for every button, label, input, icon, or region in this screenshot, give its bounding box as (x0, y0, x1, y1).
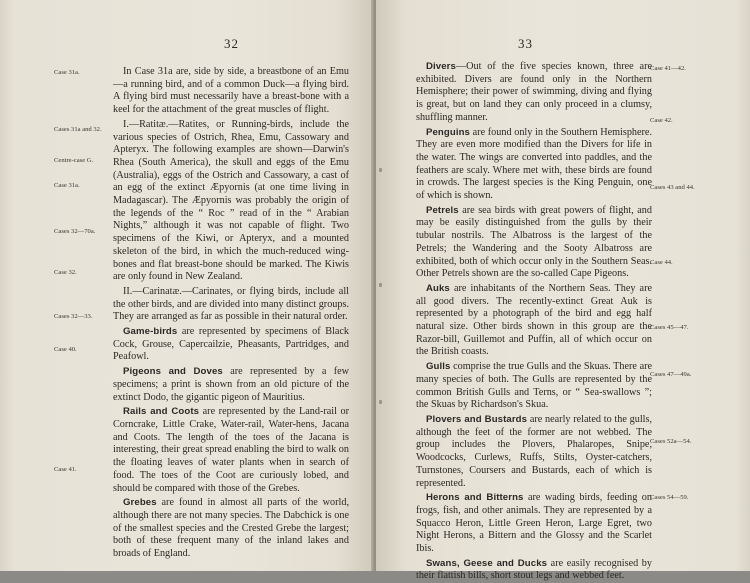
section-heading: Game-birds (123, 326, 178, 338)
paragraph: Rails and Coots are represented by the Land-rail or Corncrake, Little Crake, Water-rail, Water-hens, Jacana and Coots. The length of the toes of the Jacana is interesting, their great spread enabling the bird to walk on the floating leaves of water plants when in search of food. The toes of the Coot are curiously lobed, and should be compared with those of the Grebes. (113, 406, 349, 494)
section-heading: Divers (426, 61, 456, 72)
margin-note: Cases 32—70a. (54, 228, 96, 235)
paragraph: Plovers and Bustards are nearly related to the gulls, although the feet of the former are not webbed. The group includes the Plovers, Phalaropes, Snipe, Woodcocks, Curlews, Ruffs, Stilts, Oyster-catchers, Turnstones, Coursers and Bustards, each of which is represented. (416, 413, 652, 489)
paragraph: Auks are inhabitants of the Northern Seas. They are all good divers. The recently-extinct Great Auk is represented by a photograph of the bird and egg half natural size. Other birds shown in this group are the Razor-bill, Guillemot and Puffin, all of which occur on the British coasts. (416, 282, 652, 358)
page-number-right: 33 (518, 36, 533, 51)
paragraph: In Case 31a are, side by side, a breastbone of an Emu—a running bird, and of a common Duck—a flying bird. A flying bird must necessarily have a breast-bone with a keel for the attachment of the great muscles of flight. (113, 66, 349, 116)
margin-note: Case 32. (54, 269, 77, 276)
margin-note: Cases 45—47. (650, 324, 689, 331)
section-heading: Swans, Geese and Ducks (426, 557, 548, 569)
paragraph: II.—Carinatæ.—Carinates, or flying birds, include all the other birds, and are divided into many distinct groups. They are arranged as far as possible in their natural order. (113, 285, 349, 323)
section-heading: Plovers and Bustards (426, 413, 528, 425)
section-heading: Auks (426, 282, 450, 294)
section-heading: Grebes (123, 497, 157, 509)
margin-note: Case 40. (54, 346, 77, 353)
margin-note: Case 31a. (54, 182, 80, 189)
paragraph: Swans, Geese and Ducks are easily recognised by their flattish bills, short stout legs and webbed feet. (416, 557, 652, 582)
margin-note: Case 42. (650, 117, 673, 124)
margin-note: Cases 52a—54. (650, 438, 692, 445)
binding-mark (379, 400, 382, 404)
margin-note: Cases 54—59. (650, 494, 689, 501)
paragraph: Gulls comprise the true Gulls and the Skuas. There are many species of both. The Gulls are represented by the common British Gulls and Terns, or “ Sea-swallows ”; the Skuas by Richardson's Skua. (416, 361, 652, 411)
section-heading: Herons and Bitterns (426, 492, 524, 504)
margin-note: Case 41—42. (650, 65, 686, 72)
margin-note: Case 41. (54, 466, 77, 473)
paragraph: Herons and Bitterns are wading birds, feeding on frogs, fish, and other animals. They are represented by a Squacco Heron, Little Green Heron, Large Egret, two Night Herons, a Bittern and the Glossy and the Scarlet Ibis. (416, 492, 652, 555)
paragraph: Petrels are sea birds with great powers of flight, and may be easily distinguished from the gulls by their tubular nostrils. The Albatross is the largest of the Petrels; the Wandering and the Sooty Albatross are exhibited, both of which occur only in the Southern Seas. Other Petrels shown are the so-called Cape Pigeons. (416, 204, 652, 280)
body-text-right (416, 61, 652, 583)
margin-note: Cases 43 and 44. (650, 184, 695, 191)
margin-note: Cases 47—49a. (650, 371, 692, 378)
section-heading: Gulls (426, 361, 451, 373)
paragraph: Pigeons and Doves are represented by a few specimens; a print is shown from an old picture of the extinct Dodo, the gigantic pigeon of Mauritius. (113, 366, 349, 403)
paragraph: Game-birds are represented by specimens of Black Cock, Grouse, Capercailzie, Pheasants, Partridges, and Peafowl. (113, 326, 349, 363)
margin-note: Case 44. (650, 259, 673, 266)
body-text-left (113, 66, 349, 561)
binding-mark (379, 283, 382, 287)
section-heading: Rails and Coots (123, 406, 200, 418)
margin-note: Centre-case G. (54, 157, 94, 164)
section-heading: Penguins (426, 126, 470, 138)
binding-mark (379, 168, 382, 172)
paragraph: Divers—Out of the five species known, three are exhibited. Divers are found only in the Northern Hemisphere; their power of swimming, diving and flying is great, but on land they can only proceed in a clumsy, shuffling manner. (416, 61, 652, 123)
paragraph: I.—Ratitæ.—Ratites, or Running-birds, include the various species of Ostrich, Rhea, Emu, Cassowary and Apteryx. The following examples are shown—Darwin's Rhea (South America), the skull and eggs of the Emu (Australia), eggs of the Ostrich and Cassowary, a cast of an egg of the extinct Æpyornis (at one time living in Madagascar). The Æpyornis was probably the origin of the legends of the “ Roc ” read of in the “ Arabian Nights,” although it was not capable of flight. Two specimens of the Kiwi, or Apteryx, and a mounted skeleton of the bird, in which the much-reduced wing-bones and flat breast-bone should be marked. The Kiwis are only found in New Zealand. (113, 118, 349, 283)
margin-note: Cases 31a and 32. (54, 126, 102, 133)
left-page (0, 0, 374, 571)
margin-note: Cases 32—33. (54, 313, 93, 320)
paragraph: Penguins are found only in the Southern Hemisphere. They are even more modified than the Divers for life in the water. The wings are converted into paddles, and the feathers are scaly. Where met with, these birds are found in crowds. The largest species is the King Penguin, one of which is shown. (416, 126, 652, 202)
page-number-left: 32 (224, 36, 239, 51)
paragraph: Grebes are found in almost all parts of the world, although there are not many species. The Dabchick is one of the smallest species and the Crested Grebe the largest; both of these frequent many of the inland lakes and broads of England. (113, 497, 349, 560)
section-heading: Petrels (426, 204, 459, 216)
section-heading: Pigeons and Doves (123, 366, 223, 378)
right-page (376, 0, 750, 582)
margin-note: Case 31a. (54, 69, 80, 76)
